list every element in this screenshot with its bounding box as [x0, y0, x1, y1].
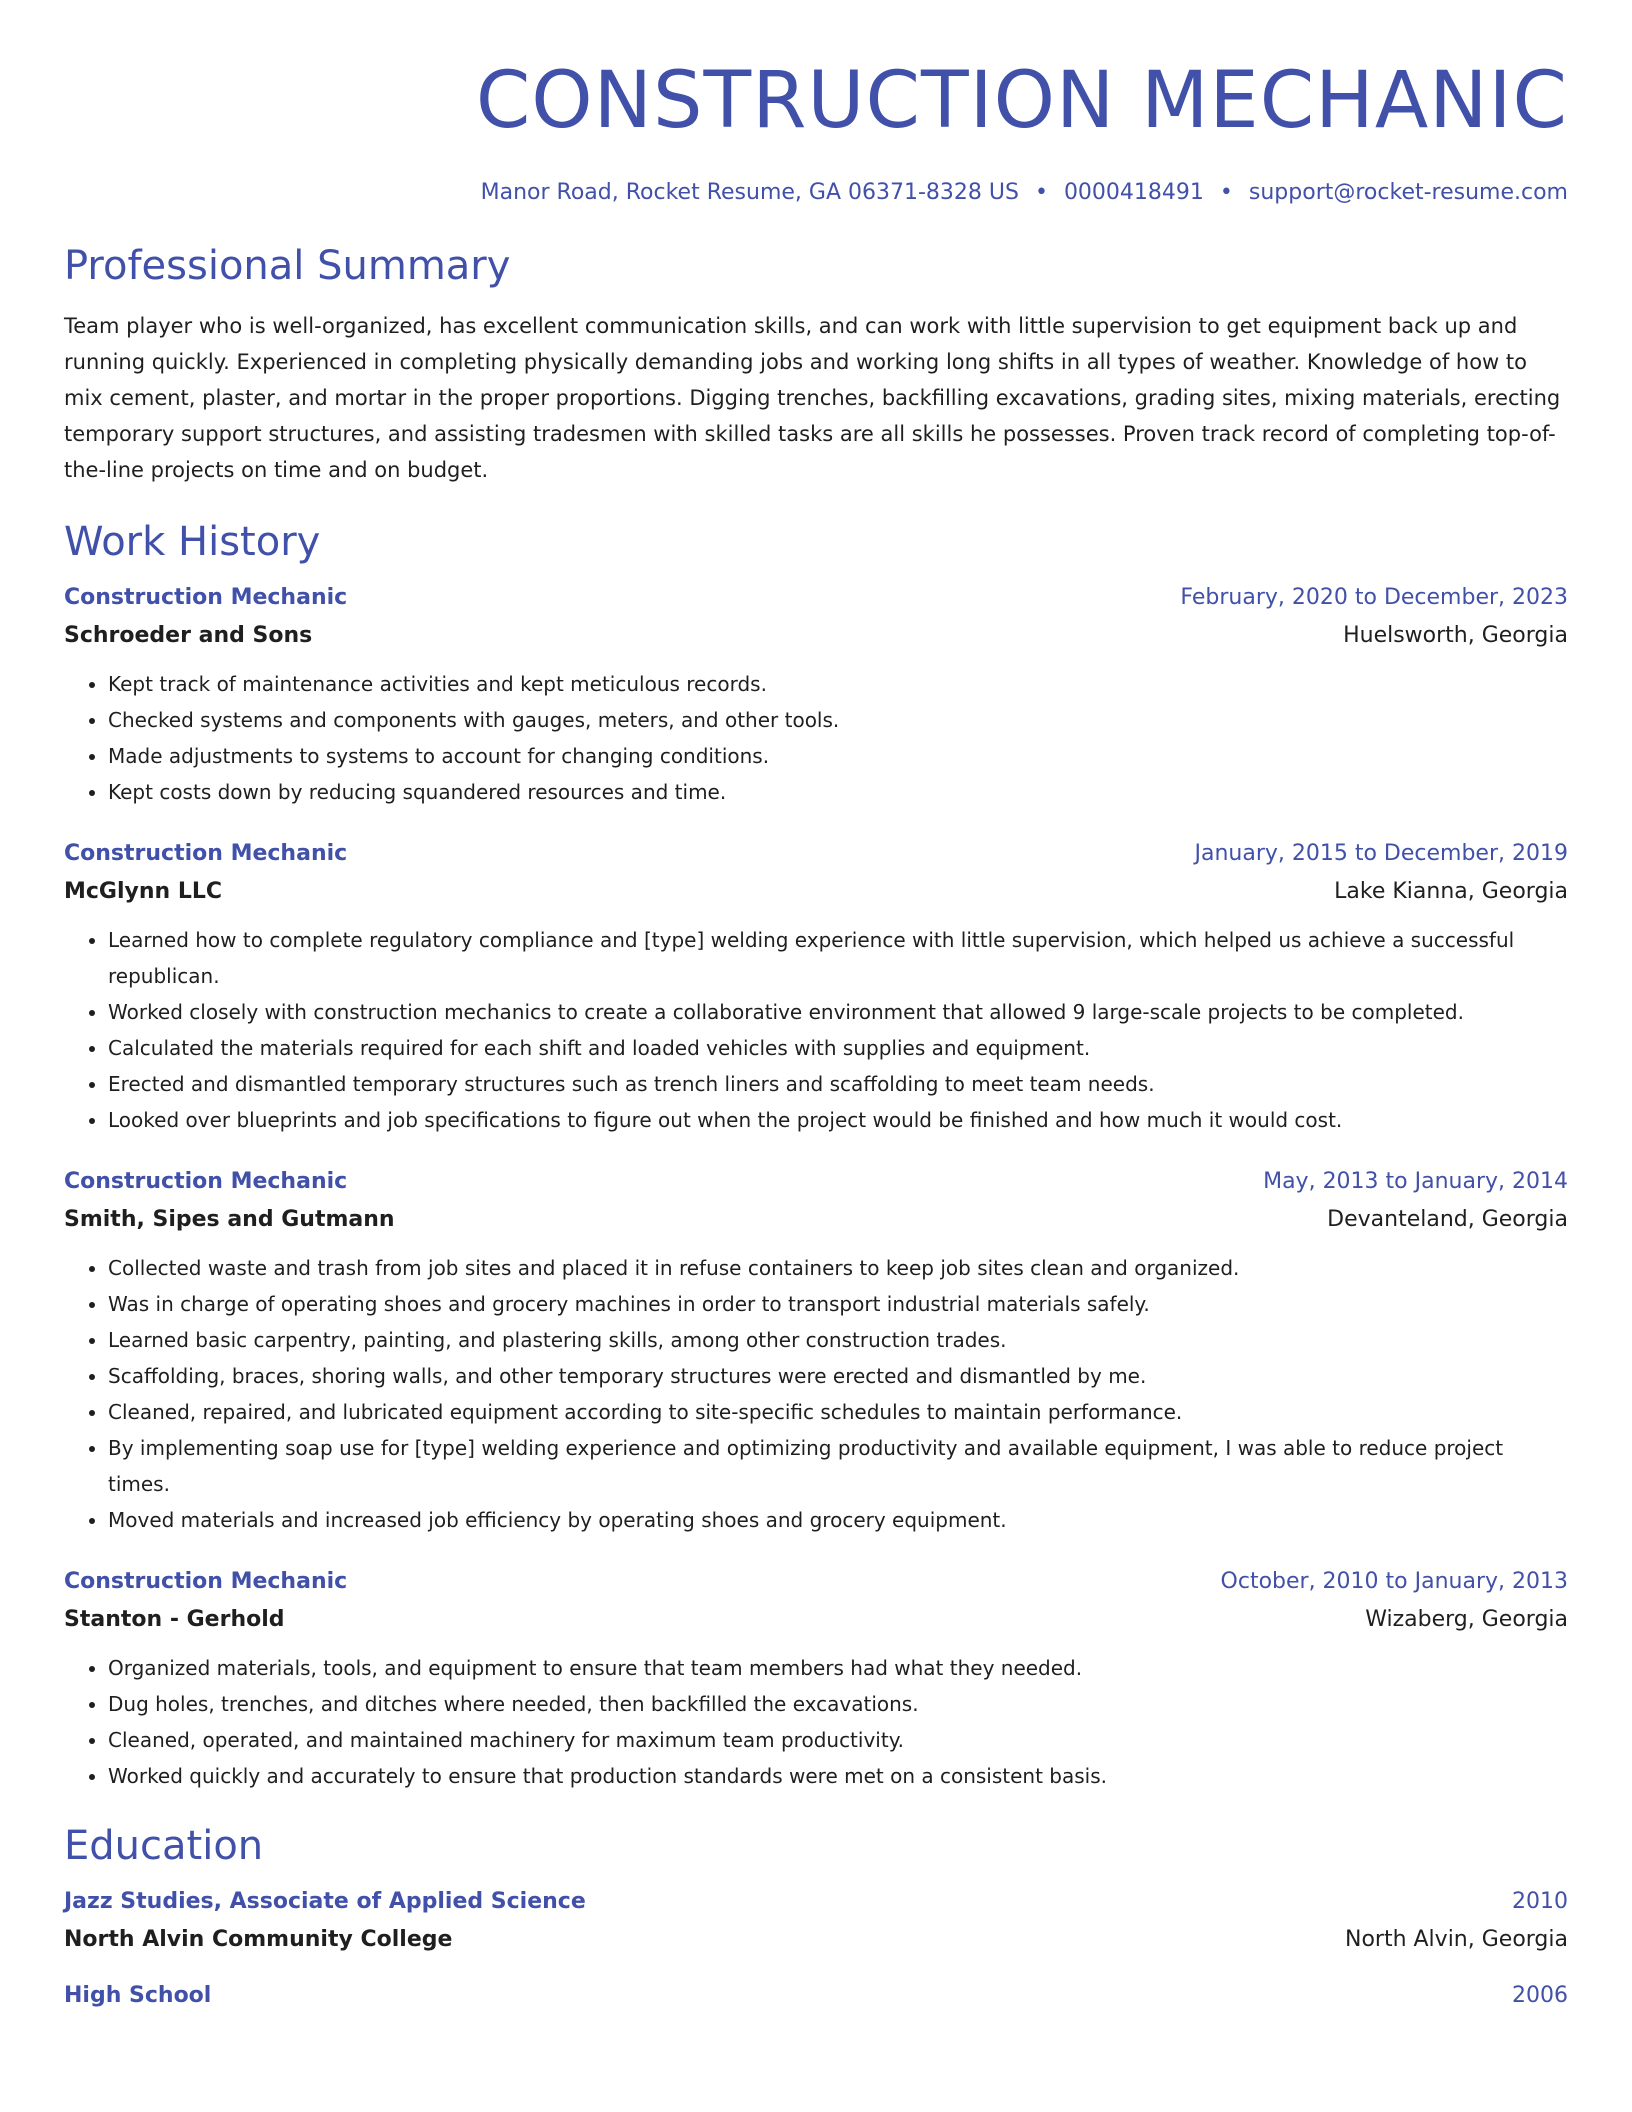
job-bullets — [64, 1250, 1568, 1538]
job-location: Lake Kianna, Georgia — [1334, 879, 1568, 904]
job-bullet: • Worked closely with construction mechanics to create a collaborative environment that allowed 9 large-scale projects to be completed. — [108, 994, 1568, 1030]
job-bullet: • Organized materials, tools, and equipment to ensure that team members had what they needed. — [108, 1650, 1568, 1686]
job-dates: October, 2010 to January, 2013 — [1220, 1569, 1568, 1594]
education-location: North Alvin, Georgia — [1344, 1927, 1568, 1952]
job-dates: February, 2020 to December, 2023 — [1180, 585, 1568, 610]
job-bullets — [64, 666, 1568, 810]
job-bullet: • Cleaned, operated, and maintained machinery for maximum team productivity. — [108, 1722, 1568, 1758]
job-entry — [64, 1164, 1568, 1538]
job-company: Stanton - Gerhold — [64, 1607, 285, 1632]
summary-text: Team player who is well-organized, has excellent communication skills, and can work with little supervision to get equipment back up and running quickly. Experienced in completing physically demanding jobs and working long shifts in all types of weather. Knowledge of how to mix cement, plaster, and mortar in the proper proportions. Digging trenches, backfilling excavations, grading sites, mixing materials, erecting temporary support structures, and assisting tradesmen with skilled tasks are all skills he possesses. Proven track record of completing top-of-the-line projects on time and on budget. — [64, 314, 1561, 482]
job-bullet: • Moved materials and increased job efficiency by operating shoes and grocery equipment. — [108, 1502, 1568, 1538]
summary-heading: Professional Summary — [64, 243, 511, 289]
job-bullet: • Worked quickly and accurately to ensure that production standards were met on a consistent basis. — [108, 1758, 1568, 1794]
education-heading: Education — [64, 1823, 264, 1869]
job-title: Construction Mechanic — [64, 585, 348, 610]
work-history-heading: Work History — [64, 519, 321, 565]
job-dates: May, 2013 to January, 2014 — [1263, 1169, 1568, 1194]
job-bullet: • Scaffolding, braces, shoring walls, and other temporary structures were erected and dismantled by me. — [108, 1358, 1568, 1394]
job-company: Schroeder and Sons — [64, 623, 313, 648]
job-location: Huelsworth, Georgia — [1343, 623, 1568, 648]
job-bullet: • Checked systems and components with gauges, meters, and other tools. — [108, 702, 1568, 738]
job-entry — [64, 1564, 1568, 1794]
education-degree: High School — [64, 1983, 212, 2008]
job-bullet: • Learned how to complete regulatory compliance and [type] welding experience with little supervision, which helped us achieve a successful republican. — [108, 922, 1568, 994]
job-dates: January, 2015 to December, 2019 — [1194, 841, 1568, 866]
job-bullet: • Made adjustments to systems to account for changing conditions. — [108, 738, 1568, 774]
job-bullet: • Kept track of maintenance activities and kept meticulous records. — [108, 666, 1568, 702]
job-bullets — [64, 922, 1568, 1138]
job-bullet: • Cleaned, repaired, and lubricated equipment according to site-specific schedules to maintain performance. — [108, 1394, 1568, 1430]
contact-phone: 0000418491 — [1063, 180, 1204, 205]
job-bullet: • By implementing soap use for [type] welding experience and optimizing productivity and available equipment, I was able to reduce project times. — [108, 1430, 1568, 1502]
job-company: Smith, Sipes and Gutmann — [64, 1207, 395, 1232]
job-bullet: • Collected waste and trash from job sites and placed it in refuse containers to keep job sites clean and organized. — [108, 1250, 1568, 1286]
job-entry — [64, 836, 1568, 1138]
education-degree: Jazz Studies, Associate of Applied Science — [64, 1889, 586, 1914]
job-bullet: • Calculated the materials required for each shift and loaded vehicles with supplies and equipment. — [108, 1030, 1568, 1066]
contact-separator: • — [1219, 180, 1233, 205]
contact-email: support@rocket-resume.com — [1248, 180, 1568, 205]
job-bullet: • Dug holes, trenches, and ditches where needed, then backfilled the excavations. — [108, 1686, 1568, 1722]
job-title: Construction Mechanic — [64, 1169, 348, 1194]
education-year: 2006 — [1512, 1983, 1568, 2008]
job-location: Wizaberg, Georgia — [1365, 1607, 1568, 1632]
job-title: Construction Mechanic — [64, 1569, 348, 1594]
contact-address: Manor Road, Rocket Resume, GA 06371-8328 US — [480, 180, 1019, 205]
education-school: North Alvin Community College — [64, 1927, 453, 1952]
contact-line — [64, 178, 1568, 208]
job-bullet: • Learned basic carpentry, painting, and plastering skills, among other construction trades. — [108, 1322, 1568, 1358]
resume-page — [64, 0, 1568, 2014]
job-bullet: • Kept costs down by reducing squandered resources and time. — [108, 774, 1568, 810]
education-entry — [64, 1978, 1568, 2014]
resume-name: CONSTRUCTION MECHANIC — [475, 56, 1568, 146]
education-year: 2010 — [1512, 1889, 1568, 1914]
job-bullet: • Erected and dismantled temporary structures such as trench liners and scaffolding to meet team needs. — [108, 1066, 1568, 1102]
education-entry — [64, 1884, 1568, 1960]
job-bullet: • Was in charge of operating shoes and grocery machines in order to transport industrial materials safely. — [108, 1286, 1568, 1322]
job-entry — [64, 580, 1568, 810]
job-bullets — [64, 1650, 1568, 1794]
contact-separator: • — [1034, 180, 1048, 205]
job-company: McGlynn LLC — [64, 879, 223, 904]
job-bullet: • Looked over blueprints and job specifications to figure out when the project would be finished and how much it would cost. — [108, 1102, 1568, 1138]
job-location: Devanteland, Georgia — [1327, 1207, 1568, 1232]
job-title: Construction Mechanic — [64, 841, 348, 866]
